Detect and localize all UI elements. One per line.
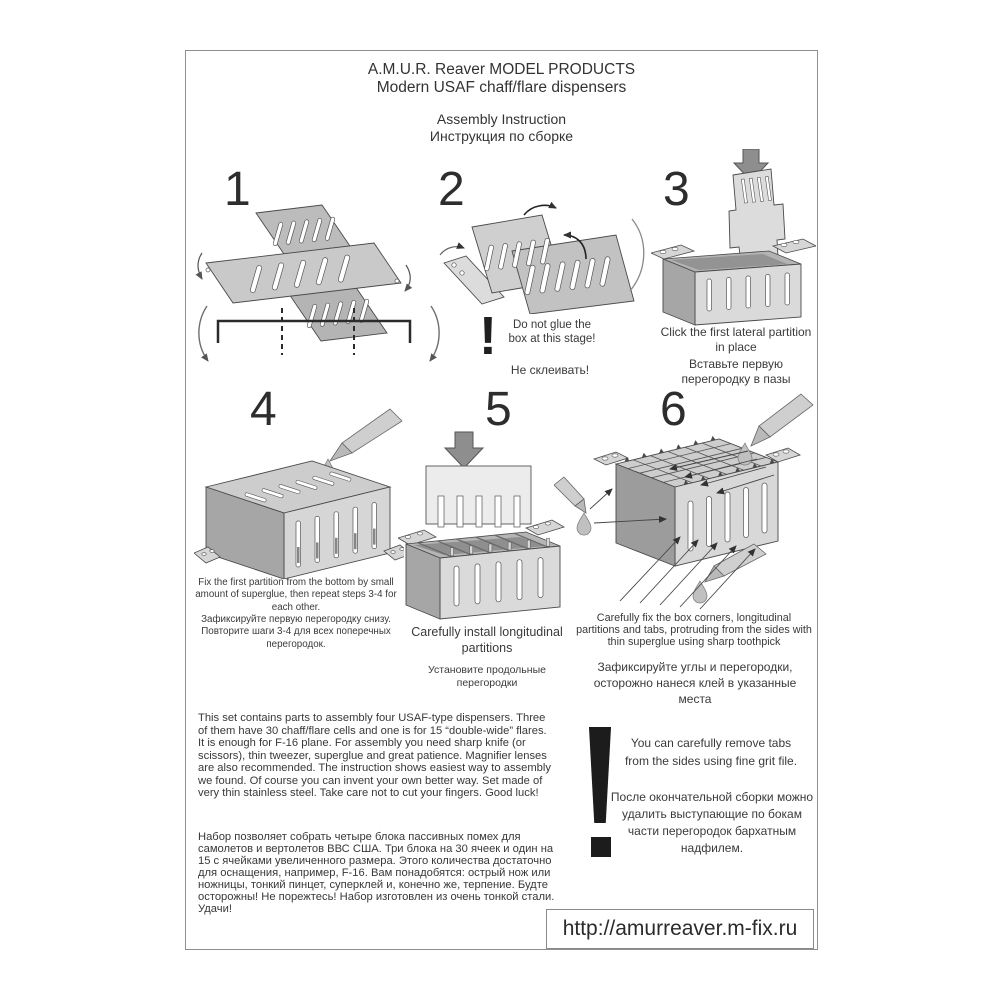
step-1-number: 1 xyxy=(224,163,251,216)
exclamation-icon xyxy=(588,727,612,823)
fold-arrow-icon xyxy=(430,306,439,361)
step-5-number: 5 xyxy=(485,383,512,436)
step3-caption-ru: Вставьте первую перегородку в пазы xyxy=(681,357,791,386)
box-with-partitions-drawing xyxy=(398,520,564,619)
step4-caption-ru: Зафиксируйте первую перегородку снизу. Повторите шаги 3-4 для всех поперечных перегородок. xyxy=(201,614,391,650)
step5-caption-ru: Установите продольные перегородки xyxy=(428,664,546,689)
box-bottom-up-drawing xyxy=(194,461,404,579)
step-6-number: 6 xyxy=(660,383,687,436)
instruction-sheet-page xyxy=(185,50,818,950)
step5-caption-en: Carefully install longitudinal partitions xyxy=(411,625,563,655)
lateral-partition-part xyxy=(729,169,785,263)
open-box-drawing xyxy=(651,239,816,325)
step4-caption-en: Fix the first partition from the bottom by small amount of superglue, then repeat steps 3-4 for each other. xyxy=(195,577,397,613)
fold-arrow-icon xyxy=(199,306,208,361)
fold-arrow-icon xyxy=(405,265,410,291)
exclamation-dot-icon xyxy=(591,837,611,857)
fold-arrow-icon xyxy=(524,205,556,215)
step2-warning-en: Do not glue the box at this stage! xyxy=(508,319,596,345)
warning-icon: ! xyxy=(479,306,497,366)
doc-title-ru: Инструкция по сборке xyxy=(429,128,574,144)
toothpick-icon xyxy=(751,394,813,446)
website-url: http://amurreaver.m-fix.ru xyxy=(546,909,814,949)
longitudinal-partition-part xyxy=(426,466,531,527)
toothpick-icon xyxy=(554,477,586,513)
step6-illustration xyxy=(554,389,816,629)
step1-illustration xyxy=(194,191,444,386)
doc-title xyxy=(186,111,817,145)
toothpick-icon xyxy=(330,409,402,461)
step-3-number: 3 xyxy=(663,163,690,216)
set-description-en: This set contains parts to assembly four USAF-type dispensers. Three of them have 30 chaff/flare cells and one is for 15 “double-wide” flares. It is enough for F-16 plane. For assembly you need sharp knife (or scissors), thin tweezer, superglue and great patience. Magnifier lenses are also recommended. The instruction shows easiest way to assembly we found. Of course you can invent your own better way. Set made of very thin stainless steel. Take care not to cut your fingers. Good luck! xyxy=(198,712,551,799)
step3-illustration xyxy=(651,149,816,329)
glue-point-arrow xyxy=(590,489,612,509)
down-arrow-icon xyxy=(445,432,483,468)
glue-drop-icon xyxy=(577,513,591,535)
step3-caption-en: Click the first lateral partition in place xyxy=(660,325,812,354)
hinge-hole xyxy=(452,263,456,267)
finishing-note-ru: После окончательной сборки можно удалить выступающие по бокам части перегородок бархатным надфилем. xyxy=(610,790,814,855)
center-plate xyxy=(206,243,401,303)
step6-caption-en: Carefully fix the box corners, longitudinal partitions and tabs, protruding from the sides with thin superglue using sharp toothpick xyxy=(576,612,812,648)
fold-arrow-icon xyxy=(198,253,202,279)
step4-illustration xyxy=(194,403,404,579)
step2-warning-ru: Не склеивать! xyxy=(510,363,590,377)
glue-drop-icon xyxy=(693,581,707,603)
assembled-box-drawing xyxy=(594,436,800,566)
finishing-note-en: You can carefully remove tabs from the sides using fine grit file. xyxy=(624,736,798,768)
step-4-number: 4 xyxy=(250,383,277,436)
fold-arrow-icon xyxy=(440,247,464,255)
doc-title-en: Assembly Instruction xyxy=(436,111,567,127)
hinge-hole xyxy=(206,268,210,272)
fold-curve xyxy=(630,219,644,291)
set-description-ru: Набор позволяет собрать четыре блока пассивных помех для самолетов и вертолетов ВВС США. Три блока на 30 ячеек и один на 15 с ячейками увеличенного размера. Этого количества достаточно для оснащения, например, F-16. Вам понадобятся: острый нож или ножницы, тонкий пинцет, суперклей и, конечно же, терпение. Будте осторожны! Не порежтесь! Набор изготовлен из очень тонкой стали. Удачи! xyxy=(198,831,555,915)
step-2-number: 2 xyxy=(438,163,465,216)
hinge-hole xyxy=(395,279,399,283)
header xyxy=(186,61,817,97)
step6-caption-ru: Зафиксируйте углы и перегородки, осторожно нанеся клей в указанные места xyxy=(593,660,797,706)
product-title: Modern USAF chaff/flare dispensers xyxy=(376,79,627,96)
step2-illustration xyxy=(434,199,649,314)
hinge-hole xyxy=(460,271,464,275)
brand-title: A.M.U.R. Reaver MODEL PRODUCTS xyxy=(367,61,636,78)
step5-illustration xyxy=(398,426,578,636)
